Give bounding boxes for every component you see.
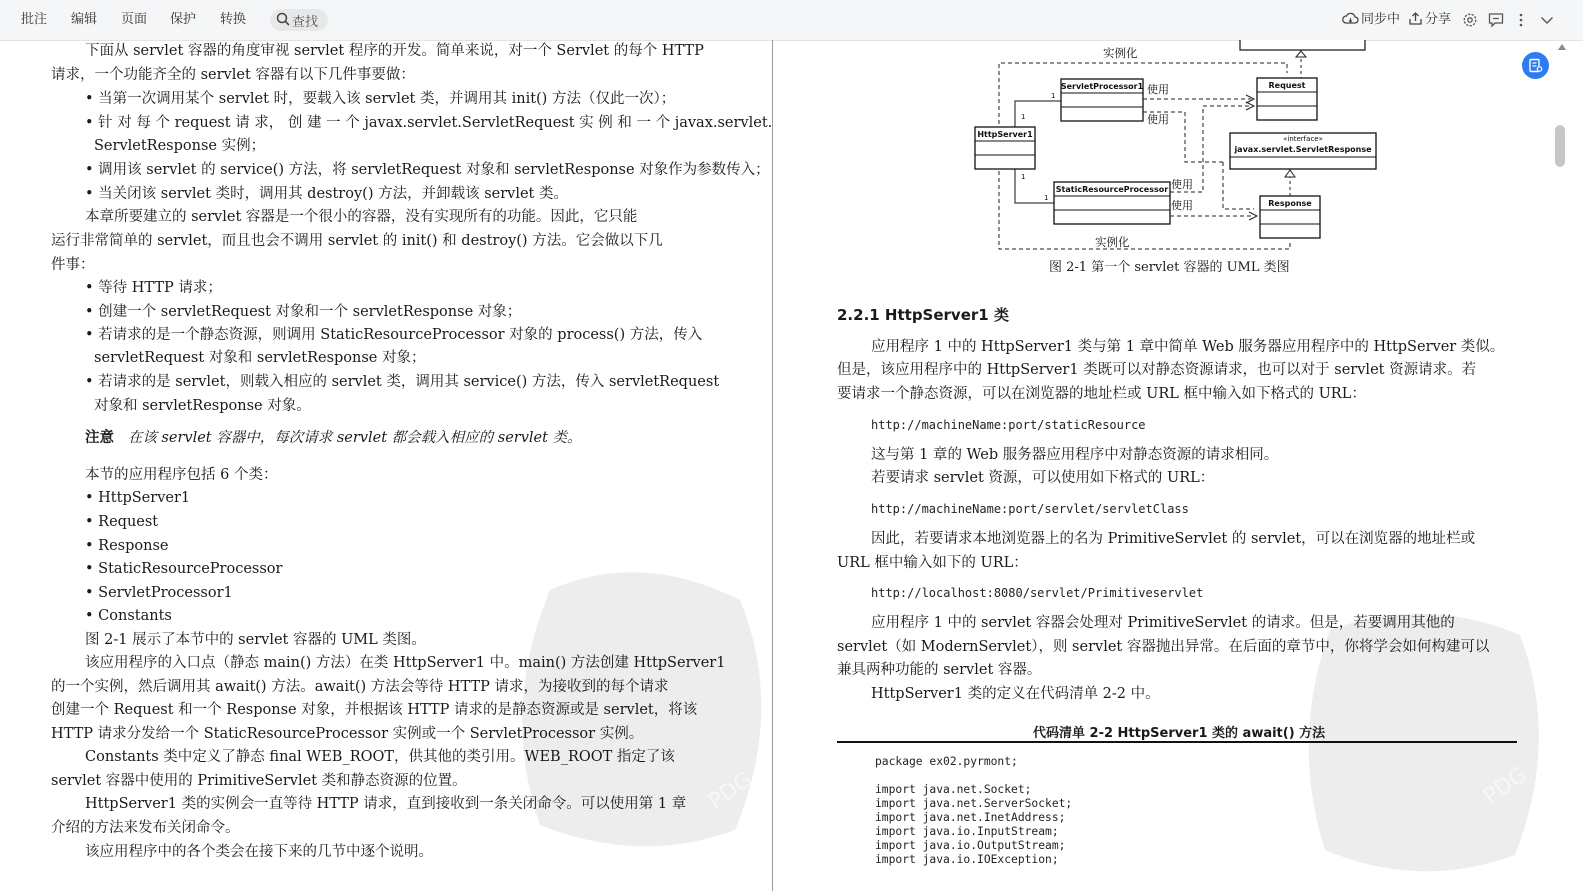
share-icon xyxy=(1408,11,1423,26)
list-item-continuation: 对象和 servletResponse 对象。 xyxy=(94,398,311,414)
code-line: import java.io.InputStream; xyxy=(875,825,1059,838)
search-icon xyxy=(276,12,290,26)
paragraph-line: HTTP 请求分发给一个 StaticResourceProcessor 实例或一个 ServletProcessor 实例。 xyxy=(51,726,644,742)
class-list-item: • ServletProcessor1 xyxy=(85,585,233,601)
class-list-item: • StaticResourceProcessor xyxy=(85,561,283,577)
note-text: 在该 servlet 容器中，每次请求 servlet 都会载入相应的 servlet 类。 xyxy=(127,430,582,446)
uml-class-label: ServletProcessor1 xyxy=(1060,82,1144,91)
svg-text:PDG: PDG xyxy=(704,767,758,815)
more-vertical-icon[interactable] xyxy=(1512,11,1530,29)
paragraph-line: HttpServer1 类的定义在代码清单 2-2 中。 xyxy=(871,686,1160,702)
paragraph-line: 这与第 1 章的 Web 服务器应用程序中对静态资源的请求相同。 xyxy=(871,447,1279,463)
paragraph-line: 请求，一个功能齐全的 servlet 容器有以下几件事要做： xyxy=(51,67,415,83)
class-list-item: • Constants xyxy=(85,608,172,624)
list-item: • 若请求的是 servlet，则载入相应的 servlet 类，调用其 service() 方法，传入 servletRequest xyxy=(85,374,720,390)
uml-multiplicity: 1 xyxy=(1044,194,1049,202)
paragraph-line: 应用程序 1 中的 servlet 容器会处理对 PrimitiveServlet 的请求。但是，若要调用其他的 xyxy=(871,615,1455,631)
list-item: • 创建一个 servletRequest 对象和一个 servletResponse 对象； xyxy=(85,304,522,320)
paragraph-line: 应用程序 1 中的 HttpServer1 类与第 1 章中简单 Web 服务器应用程序中的 HttpServer 类似。 xyxy=(871,339,1505,355)
uml-label-uses: 使用 xyxy=(1147,83,1169,96)
paragraph-line: 的一个实例，然后调用其 await() 方法。await() 方法会等待 HTTP 请求，为接收到的每个请求 xyxy=(51,679,669,695)
menu-protect[interactable]: 保护 xyxy=(170,12,197,27)
list-item: • 若请求的是一个静态资源，则调用 StaticResourceProcessor 对象的 process() 方法，传入 xyxy=(85,327,703,343)
uml-multiplicity: 1 xyxy=(1021,113,1026,121)
figure-caption: 图 2-1 第一个 servlet 容器的 UML 类图 xyxy=(1049,260,1290,275)
paragraph-line: 兼具两种功能的 servlet 容器。 xyxy=(837,662,1042,678)
uml-label-instantiate: 实例化 xyxy=(1095,235,1130,249)
paragraph-line: 但是，该应用程序中的 HttpServer1 类既可以对静态资源请求，也可以对于 servlet 资源请求。若 xyxy=(837,362,1477,378)
menu-edit[interactable]: 编辑 xyxy=(71,12,98,27)
sync-label: 同步中 xyxy=(1361,12,1401,27)
list-item: • 当关闭该 servlet 类时，调用其 destroy() 方法，并卸载该 servlet 类。 xyxy=(85,186,568,202)
search-button[interactable] xyxy=(270,9,328,31)
class-list-item: • Response xyxy=(85,538,169,554)
list-item: • 当第一次调用某个 servlet 时，要载入该 servlet 类，并调用其 init() 方法（仅此一次）； xyxy=(85,91,676,107)
uml-label-uses: 使用 xyxy=(1147,113,1169,126)
uml-class-label: Response xyxy=(1268,199,1312,208)
menu-annotate[interactable]: 批注 xyxy=(21,12,48,27)
class-list-item: • HttpServer1 xyxy=(85,490,191,506)
page-divider xyxy=(772,40,773,891)
uml-label-uses: 使用 xyxy=(1171,178,1193,191)
paragraph-line: 介绍的方法来发布关闭命令。 xyxy=(51,820,240,836)
watermark-seal xyxy=(1295,600,1550,880)
svg-text:PDG: PDG xyxy=(1479,762,1533,810)
scroll-up-icon[interactable] xyxy=(1558,44,1566,50)
code-line: import java.net.InetAddress; xyxy=(875,811,1066,824)
search-label: 查找 xyxy=(292,15,319,30)
vertical-scrollbar[interactable] xyxy=(1556,40,1568,891)
side-panel-button[interactable] xyxy=(1522,52,1549,79)
paragraph-line: 若要请求 servlet 资源，可以使用如下格式的 URL： xyxy=(871,470,1215,486)
paragraph-line: 运行非常简单的 servlet，而且也会不调用 servlet 的 init() 和 destroy() 方法。它会做以下几 xyxy=(51,233,663,249)
list-item: • 调用该 servlet 的 service() 方法，将 servletRequest 对象和 servletResponse 对象作为参数传入； xyxy=(85,162,770,178)
paragraph-line: 创建一个 Request 和一个 Response 对象，并根据该 HTTP 请求的是静态资源或是 servlet，将该 xyxy=(51,702,698,718)
paragraph-line: 本节的应用程序包括 6 个类： xyxy=(85,467,278,483)
uml-class-label: Request xyxy=(1268,81,1306,90)
sync-status-button[interactable] xyxy=(1342,11,1400,29)
uml-class-label: HttpServer1 xyxy=(977,130,1033,139)
uml-partial-box xyxy=(1240,40,1365,50)
share-label: 分享 xyxy=(1425,12,1452,27)
top-toolbar xyxy=(0,0,1583,41)
paragraph-line: servlet 容器中使用的 PrimitiveServlet 类和静态资源的位置。 xyxy=(51,773,467,789)
document-icon xyxy=(1528,58,1543,73)
comment-icon[interactable] xyxy=(1487,11,1505,29)
note-label: 注意 xyxy=(85,430,114,446)
section-heading: 2.2.1 HttpServer1 类 xyxy=(837,306,1009,324)
url-example: http://machineName:port/servlet/servletClass xyxy=(871,502,1189,516)
code-line: import java.io.OutputStream; xyxy=(875,839,1066,852)
code-listing-title: 代码清单 2-2 HttpServer1 类的 await() 方法 xyxy=(1033,726,1326,741)
uml-multiplicity: 1 xyxy=(1021,173,1026,181)
menu-page[interactable]: 页面 xyxy=(121,12,148,27)
uml-multiplicity: 1 xyxy=(1051,92,1056,100)
paragraph-line: 因此，若要请求本地浏览器上的名为 PrimitiveServlet 的 servlet，可以在浏览器的地址栏或 xyxy=(871,531,1476,547)
share-button[interactable] xyxy=(1408,11,1451,29)
paragraph-line: 图 2-1 展示了本节中的 servlet 容器的 UML 类图。 xyxy=(85,632,426,648)
code-line: import java.net.ServerSocket; xyxy=(875,797,1073,810)
url-example: http://localhost:8080/servlet/Primitiveservlet xyxy=(871,586,1204,600)
code-line: import java.io.IOException; xyxy=(875,853,1059,866)
url-example: http://machineName:port/staticResource xyxy=(871,418,1146,432)
cloud-sync-icon xyxy=(1342,11,1359,26)
paragraph-line: 下面从 servlet 容器的角度审视 servlet 程序的开发。简单来说，对一个 Servlet 的每个 HTTP xyxy=(85,43,704,59)
uml-class-diagram xyxy=(965,40,1385,255)
paragraph-line: servlet（如 ModernServlet），则 servlet 容器抛出异常。在后面的章节中，你将学会如何构建可以 xyxy=(837,639,1490,655)
uml-class-label: StaticResourceProcessor xyxy=(1055,185,1169,194)
paragraph-line: HttpServer1 类的实例会一直等待 HTTP 请求，直到接收到一条关闭命令。可以使用第 1 章 xyxy=(85,796,687,812)
note-block xyxy=(85,427,582,451)
uml-class-label: javax.servlet.ServletResponse xyxy=(1234,145,1372,154)
paragraph-line: 件事： xyxy=(51,257,95,273)
uml-label-uses: 使用 xyxy=(1171,199,1193,212)
menu-convert[interactable]: 转换 xyxy=(220,12,247,27)
code-line: import java.net.Socket; xyxy=(875,783,1032,796)
settings-icon[interactable] xyxy=(1461,11,1479,29)
paragraph-line: 该应用程序中的各个类会在接下来的几节中逐个说明。 xyxy=(85,844,433,860)
class-list-item: • Request xyxy=(85,514,159,530)
list-item: • 针 对 每 个 request 请 求， 创 建 一 个 javax.servlet.ServletRequest 实 例 和 一 个 javax.servlet. xyxy=(85,115,773,131)
watermark-seal xyxy=(510,560,770,860)
uml-stereotype: «interface» xyxy=(1283,135,1323,143)
paragraph-line: URL 框中输入如下的 URL： xyxy=(837,555,1028,571)
paragraph-line: 本章所要建立的 servlet 容器是一个很小的容器，没有实现所有的功能。因此，它只能 xyxy=(85,209,638,225)
paragraph-line: 该应用程序的入口点（静态 main() 方法）在类 HttpServer1 中。main() 方法创建 HttpServer1 xyxy=(85,655,726,671)
paragraph-line: Constants 类中定义了静态 final WEB_ROOT，供其他的类引用。WEB_ROOT 指定了该 xyxy=(85,749,675,765)
uml-label-instantiate: 实例化 xyxy=(1103,46,1138,60)
code-line: package ex02.pyrmont; xyxy=(875,755,1018,768)
paragraph-line: 要请求一个静态资源，可以在浏览器的地址栏或 URL 框中输入如下格式的 URL： xyxy=(837,386,1366,402)
chevron-down-icon[interactable] xyxy=(1538,11,1556,29)
list-item-continuation: ServletResponse 实例； xyxy=(94,138,266,154)
list-item: • 等待 HTTP 请求； xyxy=(85,280,222,296)
scrollbar-thumb[interactable] xyxy=(1555,125,1565,167)
list-item-continuation: servletRequest 对象和 servletResponse 对象； xyxy=(94,350,426,366)
